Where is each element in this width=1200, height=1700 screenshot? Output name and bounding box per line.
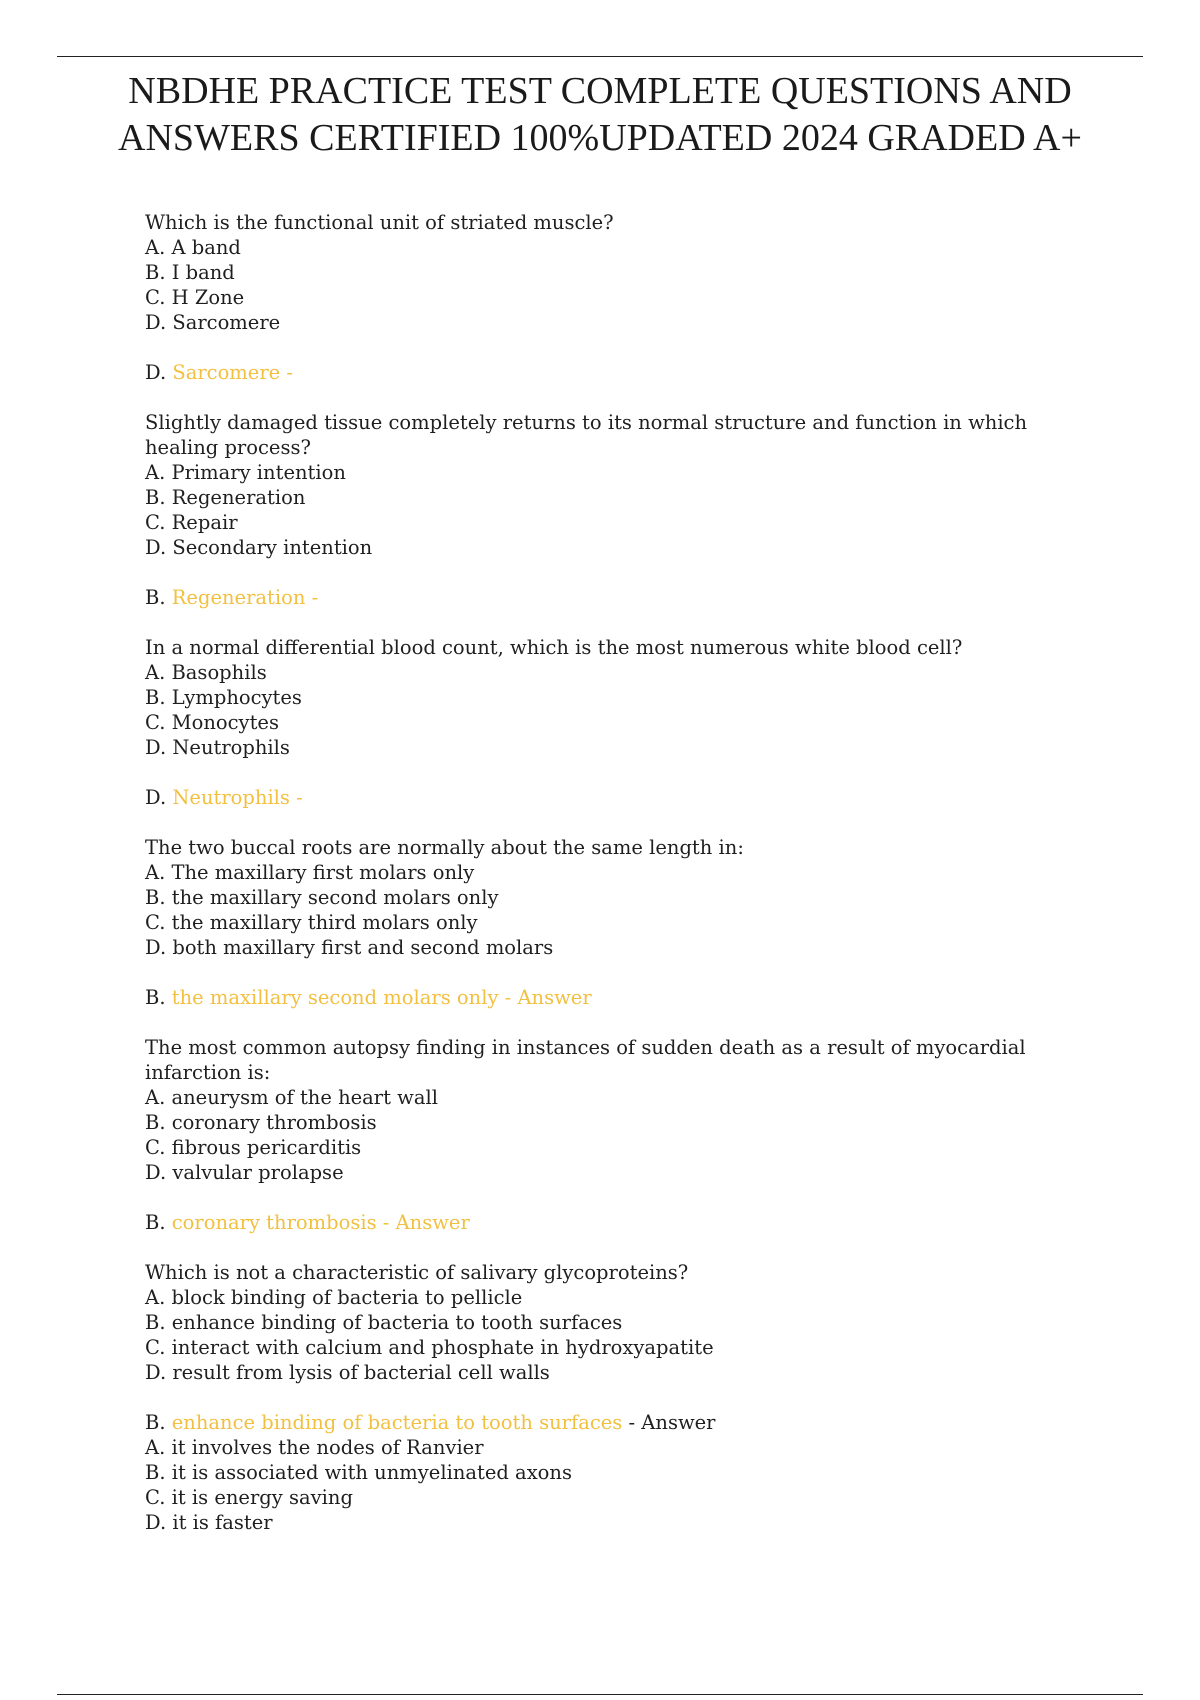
answer-highlight: Sarcomere - bbox=[172, 361, 293, 384]
question-text: Which is the functional unit of striated muscle? bbox=[145, 211, 614, 234]
option-b: B. enhance binding of bacteria to tooth surfaces bbox=[145, 1311, 623, 1334]
option-a: A. Primary intention bbox=[145, 461, 346, 484]
trailing-options bbox=[145, 1435, 1045, 1535]
answer-letter: D. bbox=[145, 786, 167, 809]
top-rule bbox=[57, 56, 1143, 57]
option-a: A. The maxillary first molars only bbox=[145, 861, 475, 884]
answer-line bbox=[145, 785, 1045, 810]
question-text: Which is not a characteristic of salivary glycoproteins? bbox=[145, 1261, 689, 1284]
option-d: D. both maxillary first and second molars bbox=[145, 936, 554, 959]
question-text: The two buccal roots are normally about the same length in: bbox=[145, 836, 744, 859]
answer-highlight: enhance binding of bacteria to tooth surfaces bbox=[171, 1411, 623, 1434]
option-a: A. it involves the nodes of Ranvier bbox=[145, 1436, 484, 1459]
option-b: B. Lymphocytes bbox=[145, 686, 302, 709]
option-a: A. Basophils bbox=[145, 661, 267, 684]
answer-line bbox=[145, 985, 1045, 1010]
answer-letter: B. bbox=[145, 1211, 166, 1234]
answer-letter: B. bbox=[145, 986, 166, 1009]
answer-highlight: the maxillary second molars only - Answer bbox=[171, 986, 592, 1009]
option-c: C. fibrous pericarditis bbox=[145, 1136, 362, 1159]
answer-letter: B. bbox=[145, 1411, 166, 1434]
option-d: D. result from lysis of bacterial cell walls bbox=[145, 1361, 550, 1384]
question-block bbox=[145, 410, 1045, 610]
document-body bbox=[145, 210, 1045, 1535]
answer-line bbox=[145, 585, 1045, 610]
answer-letter: B. bbox=[145, 586, 166, 609]
answer-tail: - Answer bbox=[622, 1411, 716, 1434]
option-d: D. valvular prolapse bbox=[145, 1161, 344, 1184]
option-a: A. aneurysm of the heart wall bbox=[145, 1086, 438, 1109]
answer-line bbox=[145, 1210, 1045, 1235]
option-b: B. the maxillary second molars only bbox=[145, 886, 499, 909]
answer-letter: D. bbox=[145, 361, 167, 384]
option-c: C. H Zone bbox=[145, 286, 245, 309]
question-block bbox=[145, 1260, 1045, 1435]
question-block bbox=[145, 635, 1045, 810]
option-d: D. it is faster bbox=[145, 1511, 273, 1534]
document-title: NBDHE PRACTICE TEST COMPLETE QUESTIONS AND ANSWERS CERTIFIED 100%UPDATED 2024 GRADED A+ bbox=[118, 70, 1082, 159]
option-b: B. it is associated with unmyelinated axons bbox=[145, 1461, 572, 1484]
question-text: In a normal differential blood count, which is the most numerous white blood cell? bbox=[145, 636, 963, 659]
option-c: C. interact with calcium and phosphate in hydroxyapatite bbox=[145, 1336, 714, 1359]
question-block bbox=[145, 1035, 1045, 1235]
option-d: D. Sarcomere bbox=[145, 311, 281, 334]
option-c: C. Monocytes bbox=[145, 711, 279, 734]
option-a: A. A band bbox=[145, 236, 241, 259]
question-block bbox=[145, 835, 1045, 1010]
question-text: The most common autopsy finding in instances of sudden death as a result of myocardial infarction is: bbox=[145, 1036, 1026, 1084]
bottom-rule bbox=[57, 1694, 1143, 1695]
option-d: D. Secondary intention bbox=[145, 536, 373, 559]
option-b: B. I band bbox=[145, 261, 235, 284]
answer-line bbox=[145, 360, 1045, 385]
option-a: A. block binding of bacteria to pellicle bbox=[145, 1286, 523, 1309]
question-block bbox=[145, 210, 1045, 385]
option-b: B. coronary thrombosis bbox=[145, 1111, 377, 1134]
question-text: Slightly damaged tissue completely returns to its normal structure and function in which healing process? bbox=[145, 411, 1028, 459]
option-d: D. Neutrophils bbox=[145, 736, 290, 759]
option-b: B. Regeneration bbox=[145, 486, 306, 509]
option-c: C. Repair bbox=[145, 511, 238, 534]
option-c: C. the maxillary third molars only bbox=[145, 911, 478, 934]
answer-line bbox=[145, 1410, 1045, 1435]
answer-highlight: Neutrophils - bbox=[172, 786, 303, 809]
answer-highlight: coronary thrombosis - Answer bbox=[171, 1211, 470, 1234]
option-c: C. it is energy saving bbox=[145, 1486, 353, 1509]
answer-highlight: Regeneration - bbox=[171, 586, 319, 609]
